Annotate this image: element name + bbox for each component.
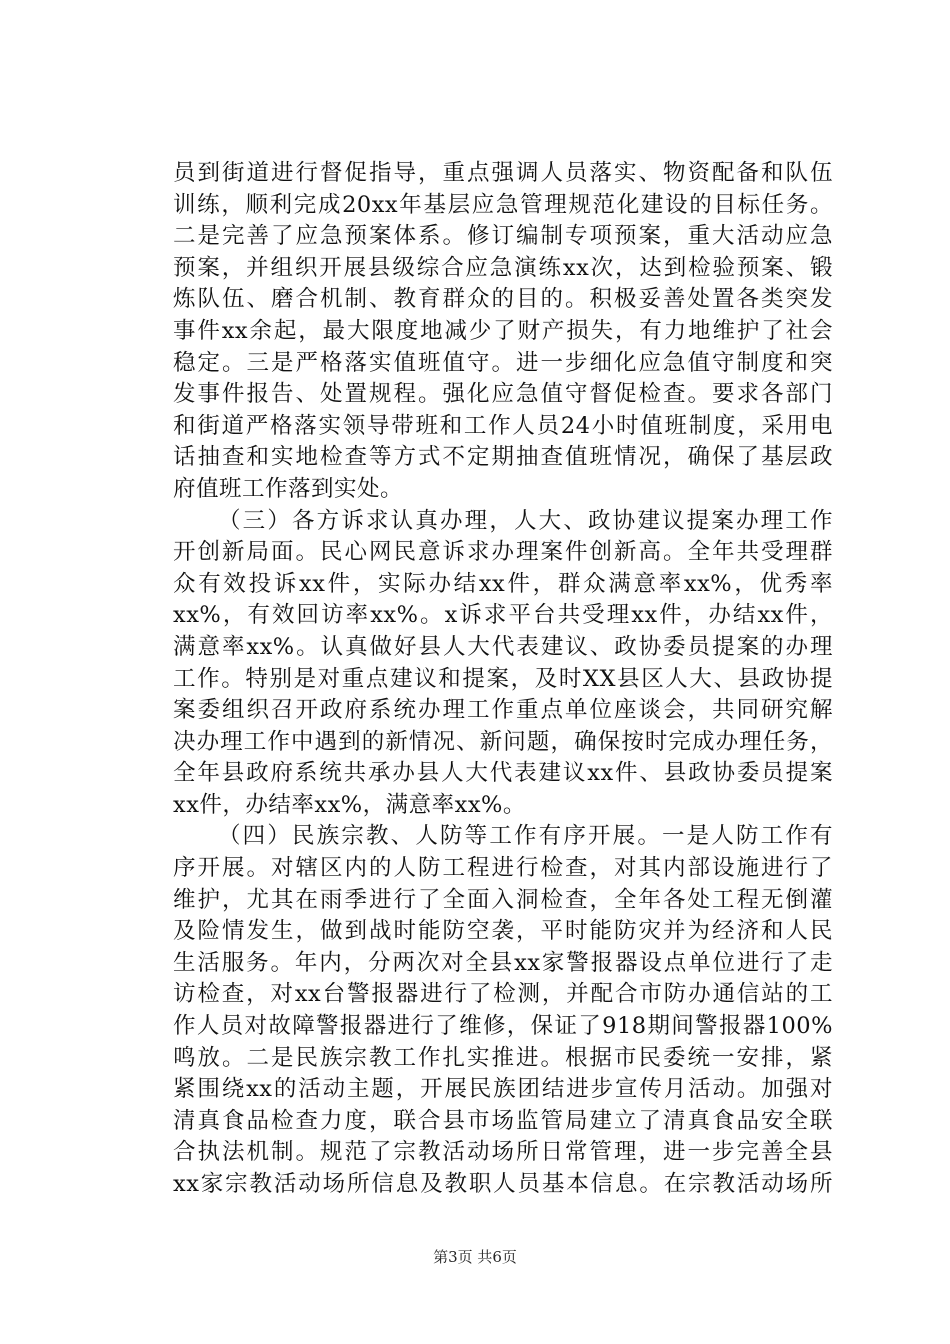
text-line: 二是完善了应急预案体系。修订编制专项预案，重大活动应急 <box>173 223 833 250</box>
text-line: 稳定。三是严格落实值班值守。进一步细化应急值守制度和突 <box>173 349 833 376</box>
text-line: 合执法机制。规范了宗教活动场所日常管理，进一步完善全县 <box>173 1139 833 1166</box>
text-line: 满意率xx%。认真做好县人大代表建议、政协委员提案的办理 <box>173 633 833 660</box>
text-line: 事件xx余起，最大限度地减少了财产损失，有力地维护了社会 <box>173 317 833 344</box>
text-line: 访检查，对xx台警报器进行了检测，并配合市防办通信站的工 <box>173 981 833 1008</box>
text-line: 及险情发生，做到战时能防空袭，平时能防灾并为经济和人民 <box>173 918 833 945</box>
text-line: 和街道严格落实领导带班和工作人员24小时值班制度，采用电 <box>173 412 833 439</box>
text-line: 训练，顺利完成20xx年基层应急管理规范化建设的目标任务。 <box>173 191 833 218</box>
text-line: 开创新局面。民心网民意诉求办理案件创新高。全年共受理群 <box>173 539 833 566</box>
text-line: 预案，并组织开展县级综合应急演练xx次，达到检验预案、锻 <box>173 254 833 281</box>
text-line: 维护，尤其在雨季进行了全面入洞检查，全年各处工程无倒灌 <box>173 886 833 913</box>
text-line: 生活服务。年内，分两次对全县xx家警报器设点单位进行了走 <box>173 949 833 976</box>
text-line: 炼队伍、磨合机制、教育群众的目的。积极妥善处置各类突发 <box>173 286 833 313</box>
text-line: 话抽查和实地检查等方式不定期抽查值班情况，确保了基层政 <box>173 444 833 471</box>
text-line: 案委组织召开政府系统办理工作重点单位座谈会，共同研究解 <box>173 697 833 724</box>
text-line: 全年县政府系统共承办县人大代表建议xx件、县政协委员提案 <box>173 760 833 787</box>
page-number: 第3页 共6页 <box>433 1248 517 1266</box>
section-heading-line: （三）各方诉求认真办理，人大、政协建议提案办理工作 <box>218 507 833 534</box>
text-line: xx家宗教活动场所信息及教职人员基本信息。在宗教活动场所 <box>173 1171 833 1197</box>
text-line: 作人员对故障警报器进行了维修，保证了918期间警报器100% <box>173 1013 833 1040</box>
section-heading-line: （四）民族宗教、人防等工作有序开展。一是人防工作有 <box>218 823 833 850</box>
text-line: xx%，有效回访率xx%。x诉求平台共受理xx件，办结xx件， <box>173 602 833 629</box>
text-line: 众有效投诉xx件，实际办结xx件，群众满意率xx%，优秀率 <box>173 570 833 597</box>
text-line: 清真食品检查力度，联合县市场监管局建立了清真食品安全联 <box>173 1107 833 1134</box>
body-text <box>173 158 833 1201</box>
text-line: 工作。特别是对重点建议和提案，及时XX县区人大、县政协提 <box>173 665 833 692</box>
text-line: xx件，办结率xx%，满意率xx%。 <box>173 791 526 818</box>
text-line: 决办理工作中遇到的新情况、新问题，确保按时完成办理任务， <box>173 728 833 755</box>
text-line: 员到街道进行督促指导，重点强调人员落实、物资配备和队伍 <box>173 160 833 186</box>
text-line: 鸣放。二是民族宗教工作扎实推进。根据市民委统一安排，紧 <box>173 1044 833 1071</box>
text-line: 发事件报告、处置规程。强化应急值守督促检查。要求各部门 <box>173 381 833 408</box>
text-line: 府值班工作落到实处。 <box>173 475 404 502</box>
text-line: 序开展。对辖区内的人防工程进行检查，对其内部设施进行了 <box>173 855 833 882</box>
text-line: 紧围绕xx的活动主题，开展民族团结进步宣传月活动。加强对 <box>173 1076 833 1103</box>
